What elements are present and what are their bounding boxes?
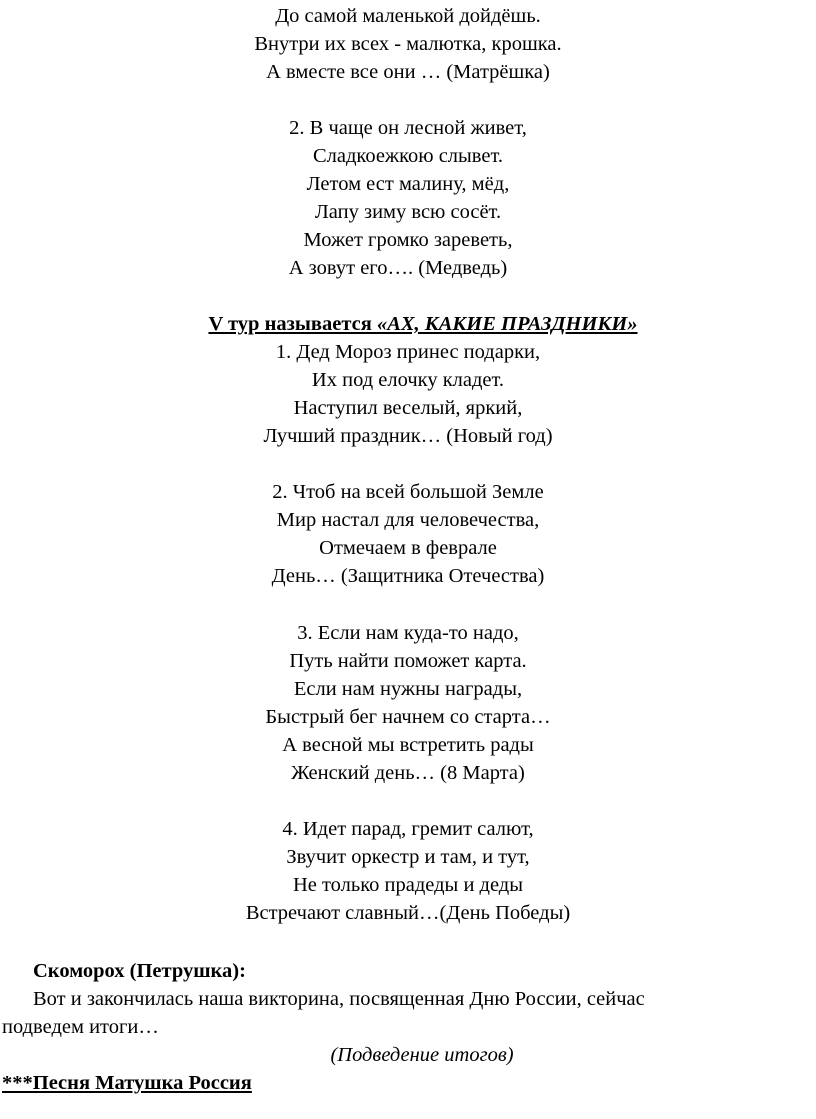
speech-line: Вот и закончилась наша викторина, посвященная Дню России, сейчас bbox=[33, 988, 645, 1010]
riddle-line: 3. Если нам куда-то надо, bbox=[297, 622, 519, 644]
riddle-line: Встречают славный…(День Победы) bbox=[245, 902, 571, 924]
riddle-line: До самой маленькой дойдёшь. bbox=[275, 5, 541, 27]
tour-heading-prefix: V тур называется bbox=[208, 313, 377, 335]
speaker-name: Скоморох (Петрушка): bbox=[33, 960, 246, 982]
riddle-line: 1. Дед Мороз принес подарки, bbox=[275, 341, 541, 363]
riddle-line: Звучит оркестр и там, и тут, bbox=[286, 846, 530, 868]
riddle-line: Не только прадеды и деды bbox=[292, 874, 524, 896]
tour-heading-title: «АХ, КАКИЕ ПРАЗДНИКИ» bbox=[376, 313, 638, 335]
riddle-line: Их под елочку кладет. bbox=[311, 369, 505, 391]
riddle-line: Путь найти поможет карта. bbox=[289, 650, 527, 672]
tour-heading bbox=[15, 310, 816, 338]
riddle-line: 4. Идет парад, гремит салют, bbox=[282, 818, 534, 840]
song-title: ***Песня Матушка Россия bbox=[2, 1072, 252, 1094]
riddle-line: Лучший праздник… (Новый год) bbox=[263, 425, 553, 447]
riddle-line: 2. В чаще он лесной живет, bbox=[289, 117, 527, 139]
riddle-line: Быстрый бег начнем со старта… bbox=[265, 706, 551, 728]
riddle-line: Летом ест малину, мёд, bbox=[306, 173, 510, 195]
riddle-line: Может громко зареветь, bbox=[303, 229, 513, 251]
riddle-line: 2. Чтоб на всей большой Земле bbox=[272, 481, 544, 503]
riddle-line: Отмечаем в феврале bbox=[319, 537, 497, 559]
riddle-line: Сладкоежкою слывет. bbox=[312, 145, 504, 167]
riddle-line: А вместе все они … (Матрёшка) bbox=[266, 61, 550, 83]
riddle-line: Внутри их всех - малютка, крошка. bbox=[254, 33, 562, 55]
riddle-line: А зовут его…. (Медведь) bbox=[288, 257, 508, 279]
stage-direction: (Подведение итогов) bbox=[330, 1044, 514, 1066]
riddle-line: Мир настал для человечества, bbox=[276, 509, 540, 531]
riddle-line: А весной мы встретить рады bbox=[282, 734, 534, 756]
riddle-line: Женский день… (8 Марта) bbox=[291, 762, 525, 784]
riddle-line: Наступил веселый, яркий, bbox=[293, 397, 523, 419]
riddle-line: Если нам нужны награды, bbox=[293, 678, 523, 700]
riddle-line: Лапу зиму всю сосёт. bbox=[314, 201, 502, 223]
speech-line: подведем итоги… bbox=[2, 1016, 159, 1038]
riddle-line: День… (Защитника Отечества) bbox=[271, 565, 545, 587]
